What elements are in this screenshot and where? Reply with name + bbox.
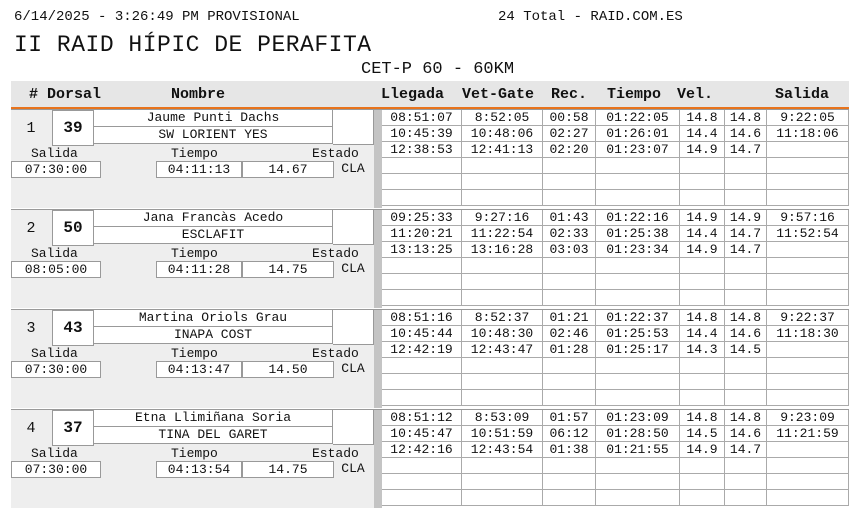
empty-cell	[680, 158, 725, 174]
col-vetgate: Vet-Gate	[462, 86, 535, 103]
loop-cell: 02:20	[543, 142, 596, 158]
loop-cell: 14.8	[680, 110, 725, 126]
loop-cell: 12:43:47	[462, 342, 543, 358]
tiempo-label: Tiempo	[171, 146, 218, 161]
empty-cell	[382, 274, 462, 290]
empty-cell	[382, 290, 462, 306]
empty-cell	[462, 258, 543, 274]
salida-label: Salida	[31, 246, 78, 261]
rider-block	[11, 309, 849, 408]
loop-cell: 08:51:12	[382, 410, 462, 426]
status: CLA	[341, 461, 365, 476]
empty-cell	[543, 174, 596, 190]
loop-cell: 01:25:53	[596, 326, 680, 342]
empty-cell	[680, 490, 725, 506]
col-rec: Rec.	[551, 86, 588, 103]
empty-cell	[725, 390, 767, 406]
dorsal-number: 39	[52, 110, 94, 146]
empty-cell	[767, 390, 849, 406]
empty-cell	[462, 274, 543, 290]
col-vel: Vel.	[677, 86, 714, 103]
empty-cell	[596, 490, 680, 506]
loop-cell: 01:28	[543, 342, 596, 358]
empty-cell	[596, 374, 680, 390]
loop-cell: 01:25:17	[596, 342, 680, 358]
total-time: 04:11:13	[156, 161, 242, 178]
loop-cell: 01:23:07	[596, 142, 680, 158]
loop-cell: 11:18:06	[767, 126, 849, 142]
loop-cell	[767, 242, 849, 258]
rank: 1	[26, 119, 36, 137]
empty-cell	[462, 158, 543, 174]
status: CLA	[341, 261, 365, 276]
empty-cell	[767, 458, 849, 474]
empty-cell	[767, 474, 849, 490]
empty-cell	[680, 174, 725, 190]
loop-cell: 10:48:30	[462, 326, 543, 342]
loop-cell: 14.9	[680, 210, 725, 226]
loop-cell: 14.9	[725, 210, 767, 226]
loop-cell: 12:42:16	[382, 442, 462, 458]
loop-cell: 9:27:16	[462, 210, 543, 226]
loop-cell: 10:45:39	[382, 126, 462, 142]
rider-name: Etna Llimiñana Soria	[94, 410, 333, 427]
loop-cell: 01:23:34	[596, 242, 680, 258]
empty-cell	[462, 490, 543, 506]
loop-cell: 14.7	[725, 442, 767, 458]
loop-cell: 14.6	[725, 426, 767, 442]
loop-cell: 11:20:21	[382, 226, 462, 242]
start-time: 08:05:00	[11, 261, 101, 278]
empty-cell	[596, 158, 680, 174]
average-speed: 14.50	[242, 361, 334, 378]
empty-cell	[382, 258, 462, 274]
dorsal-number: 37	[52, 410, 94, 446]
rider-name: Martina Oriols Grau	[94, 310, 333, 327]
loop-cell: 14.7	[725, 242, 767, 258]
loop-cell: 11:22:54	[462, 226, 543, 242]
event-title: II RAID HÍPIC DE PERAFITA	[14, 32, 372, 58]
loop-cell: 10:45:47	[382, 426, 462, 442]
col-salida: Salida	[775, 86, 830, 103]
empty-cell	[543, 258, 596, 274]
empty-cell	[462, 290, 543, 306]
empty-cell	[725, 474, 767, 490]
loop-cell: 01:21	[543, 310, 596, 326]
estado-label: Estado	[312, 146, 359, 161]
empty-cell	[462, 374, 543, 390]
salida-label: Salida	[31, 446, 78, 461]
name-box-spacer	[333, 310, 374, 345]
empty-cell	[680, 458, 725, 474]
report-timestamp: 6/14/2025 - 3:26:49 PM PROVISIONAL	[14, 9, 300, 25]
loop-cell: 02:46	[543, 326, 596, 342]
empty-cell	[382, 490, 462, 506]
rider-name: Jaume Punti Dachs	[94, 110, 333, 127]
empty-cell	[725, 190, 767, 206]
empty-cell	[725, 374, 767, 390]
empty-cell	[767, 174, 849, 190]
loop-cell: 01:26:01	[596, 126, 680, 142]
loop-cell: 10:51:59	[462, 426, 543, 442]
loop-cell: 01:21:55	[596, 442, 680, 458]
empty-cell	[543, 290, 596, 306]
empty-cell	[462, 474, 543, 490]
loop-cell: 8:52:05	[462, 110, 543, 126]
empty-cell	[462, 190, 543, 206]
start-time: 07:30:00	[11, 461, 101, 478]
loop-cell: 14.4	[680, 226, 725, 242]
salida-label: Salida	[31, 346, 78, 361]
empty-cell	[462, 390, 543, 406]
loop-cell: 14.8	[725, 310, 767, 326]
dorsal-number: 43	[52, 310, 94, 346]
empty-cell	[725, 358, 767, 374]
empty-cell	[767, 490, 849, 506]
loop-cell: 06:12	[543, 426, 596, 442]
loop-cell: 00:58	[543, 110, 596, 126]
loop-cell: 01:28:50	[596, 426, 680, 442]
loop-cell: 14.8	[680, 310, 725, 326]
column-divider	[374, 110, 382, 208]
empty-cell	[767, 358, 849, 374]
loop-cell: 14.8	[725, 410, 767, 426]
loop-cell: 13:16:28	[462, 242, 543, 258]
status: CLA	[341, 361, 365, 376]
category-title: CET-P 60 - 60KM	[361, 60, 515, 79]
total-time: 04:13:54	[156, 461, 242, 478]
loop-cell: 01:22:05	[596, 110, 680, 126]
empty-cell	[680, 358, 725, 374]
empty-cell	[596, 474, 680, 490]
loop-cell: 11:21:59	[767, 426, 849, 442]
loop-cell: 01:57	[543, 410, 596, 426]
empty-cell	[680, 190, 725, 206]
loop-cell: 02:27	[543, 126, 596, 142]
empty-cell	[543, 190, 596, 206]
col-dorsal: Dorsal	[47, 86, 102, 103]
horse-name: SW LORIENT YES	[94, 127, 333, 144]
empty-cell	[680, 374, 725, 390]
loop-cell: 10:45:44	[382, 326, 462, 342]
loop-cell	[767, 342, 849, 358]
rank: 2	[26, 219, 36, 237]
salida-label: Salida	[31, 146, 78, 161]
loop-cell: 01:38	[543, 442, 596, 458]
empty-cell	[382, 190, 462, 206]
total-time: 04:11:28	[156, 261, 242, 278]
dorsal-number: 50	[52, 210, 94, 246]
col-llegada: Llegada	[381, 86, 445, 103]
loop-cell: 14.7	[725, 142, 767, 158]
loop-cell: 9:22:37	[767, 310, 849, 326]
loop-cell: 13:13:25	[382, 242, 462, 258]
total-time: 04:13:47	[156, 361, 242, 378]
empty-cell	[596, 174, 680, 190]
estado-label: Estado	[312, 246, 359, 261]
average-speed: 14.75	[242, 261, 334, 278]
loop-cell: 14.4	[680, 126, 725, 142]
loop-cell: 11:52:54	[767, 226, 849, 242]
empty-cell	[725, 458, 767, 474]
tiempo-label: Tiempo	[171, 446, 218, 461]
empty-cell	[767, 290, 849, 306]
empty-cell	[596, 190, 680, 206]
empty-cell	[680, 474, 725, 490]
loop-cell: 14.9	[680, 242, 725, 258]
loop-cell: 14.8	[725, 110, 767, 126]
loop-cell: 02:33	[543, 226, 596, 242]
rank: 4	[26, 419, 36, 437]
loop-cell: 10:48:06	[462, 126, 543, 142]
loop-cell: 01:23:09	[596, 410, 680, 426]
empty-cell	[382, 474, 462, 490]
start-time: 07:30:00	[11, 361, 101, 378]
loop-cell: 8:53:09	[462, 410, 543, 426]
status: CLA	[341, 161, 365, 176]
loop-cell: 14.6	[725, 126, 767, 142]
loop-cell: 14.7	[725, 226, 767, 242]
rider-block	[11, 209, 849, 308]
loop-cell: 14.8	[680, 410, 725, 426]
loop-cell: 12:43:54	[462, 442, 543, 458]
rider-name: Jana Francàs Acedo	[94, 210, 333, 227]
rider-block	[11, 109, 849, 208]
empty-cell	[767, 274, 849, 290]
column-divider	[374, 410, 382, 508]
rank: 3	[26, 319, 36, 337]
empty-cell	[725, 290, 767, 306]
total-count: 24 Total - RAID.COM.ES	[498, 9, 683, 25]
tiempo-label: Tiempo	[171, 246, 218, 261]
empty-cell	[382, 158, 462, 174]
col-num: #	[29, 86, 39, 103]
empty-cell	[543, 274, 596, 290]
loop-cell	[767, 442, 849, 458]
empty-cell	[596, 258, 680, 274]
loop-cell: 08:51:16	[382, 310, 462, 326]
loop-cell: 01:25:38	[596, 226, 680, 242]
loop-cell: 14.4	[680, 326, 725, 342]
loop-cell: 12:41:13	[462, 142, 543, 158]
column-header-row	[11, 81, 849, 110]
col-tiempo: Tiempo	[607, 86, 662, 103]
loop-cell: 11:18:30	[767, 326, 849, 342]
empty-cell	[725, 174, 767, 190]
empty-cell	[680, 274, 725, 290]
average-speed: 14.75	[242, 461, 334, 478]
name-box-spacer	[333, 110, 374, 145]
empty-cell	[596, 358, 680, 374]
name-box-spacer	[333, 410, 374, 445]
empty-cell	[725, 258, 767, 274]
loop-cell: 14.6	[725, 326, 767, 342]
loop-cell: 8:52:37	[462, 310, 543, 326]
empty-cell	[767, 258, 849, 274]
horse-name: INAPA COST	[94, 327, 333, 344]
column-divider	[374, 310, 382, 408]
empty-cell	[543, 158, 596, 174]
horse-name: ESCLAFIT	[94, 227, 333, 244]
loop-cell: 12:42:19	[382, 342, 462, 358]
empty-cell	[725, 490, 767, 506]
loop-cell: 01:22:37	[596, 310, 680, 326]
empty-cell	[725, 274, 767, 290]
empty-cell	[680, 258, 725, 274]
empty-cell	[596, 390, 680, 406]
empty-cell	[543, 474, 596, 490]
loop-cell: 01:22:16	[596, 210, 680, 226]
loop-table	[382, 410, 849, 508]
loop-table	[382, 310, 849, 408]
loop-cell: 14.5	[680, 426, 725, 442]
start-time: 07:30:00	[11, 161, 101, 178]
rider-block	[11, 409, 849, 508]
loop-table	[382, 210, 849, 308]
empty-cell	[767, 158, 849, 174]
horse-name: TINA DEL GARET	[94, 427, 333, 444]
loop-cell: 08:51:07	[382, 110, 462, 126]
empty-cell	[596, 274, 680, 290]
empty-cell	[543, 458, 596, 474]
tiempo-label: Tiempo	[171, 346, 218, 361]
empty-cell	[462, 458, 543, 474]
column-divider	[374, 210, 382, 308]
average-speed: 14.67	[242, 161, 334, 178]
empty-cell	[543, 490, 596, 506]
loop-cell: 03:03	[543, 242, 596, 258]
loop-table	[382, 110, 849, 208]
loop-cell: 9:22:05	[767, 110, 849, 126]
empty-cell	[543, 374, 596, 390]
loop-cell: 9:57:16	[767, 210, 849, 226]
loop-cell: 9:23:09	[767, 410, 849, 426]
empty-cell	[382, 458, 462, 474]
empty-cell	[680, 290, 725, 306]
loop-cell: 14.5	[725, 342, 767, 358]
empty-cell	[596, 458, 680, 474]
empty-cell	[680, 390, 725, 406]
loop-cell: 14.3	[680, 342, 725, 358]
empty-cell	[767, 374, 849, 390]
empty-cell	[382, 390, 462, 406]
empty-cell	[462, 358, 543, 374]
loop-cell: 14.9	[680, 142, 725, 158]
estado-label: Estado	[312, 346, 359, 361]
empty-cell	[596, 290, 680, 306]
empty-cell	[462, 174, 543, 190]
loop-cell: 12:38:53	[382, 142, 462, 158]
loop-cell: 01:43	[543, 210, 596, 226]
loop-cell: 14.9	[680, 442, 725, 458]
col-nombre: Nombre	[171, 86, 226, 103]
empty-cell	[543, 358, 596, 374]
loop-cell	[767, 142, 849, 158]
name-box-spacer	[333, 210, 374, 245]
estado-label: Estado	[312, 446, 359, 461]
empty-cell	[767, 190, 849, 206]
empty-cell	[382, 358, 462, 374]
empty-cell	[725, 158, 767, 174]
empty-cell	[382, 374, 462, 390]
loop-cell: 09:25:33	[382, 210, 462, 226]
empty-cell	[543, 390, 596, 406]
empty-cell	[382, 174, 462, 190]
